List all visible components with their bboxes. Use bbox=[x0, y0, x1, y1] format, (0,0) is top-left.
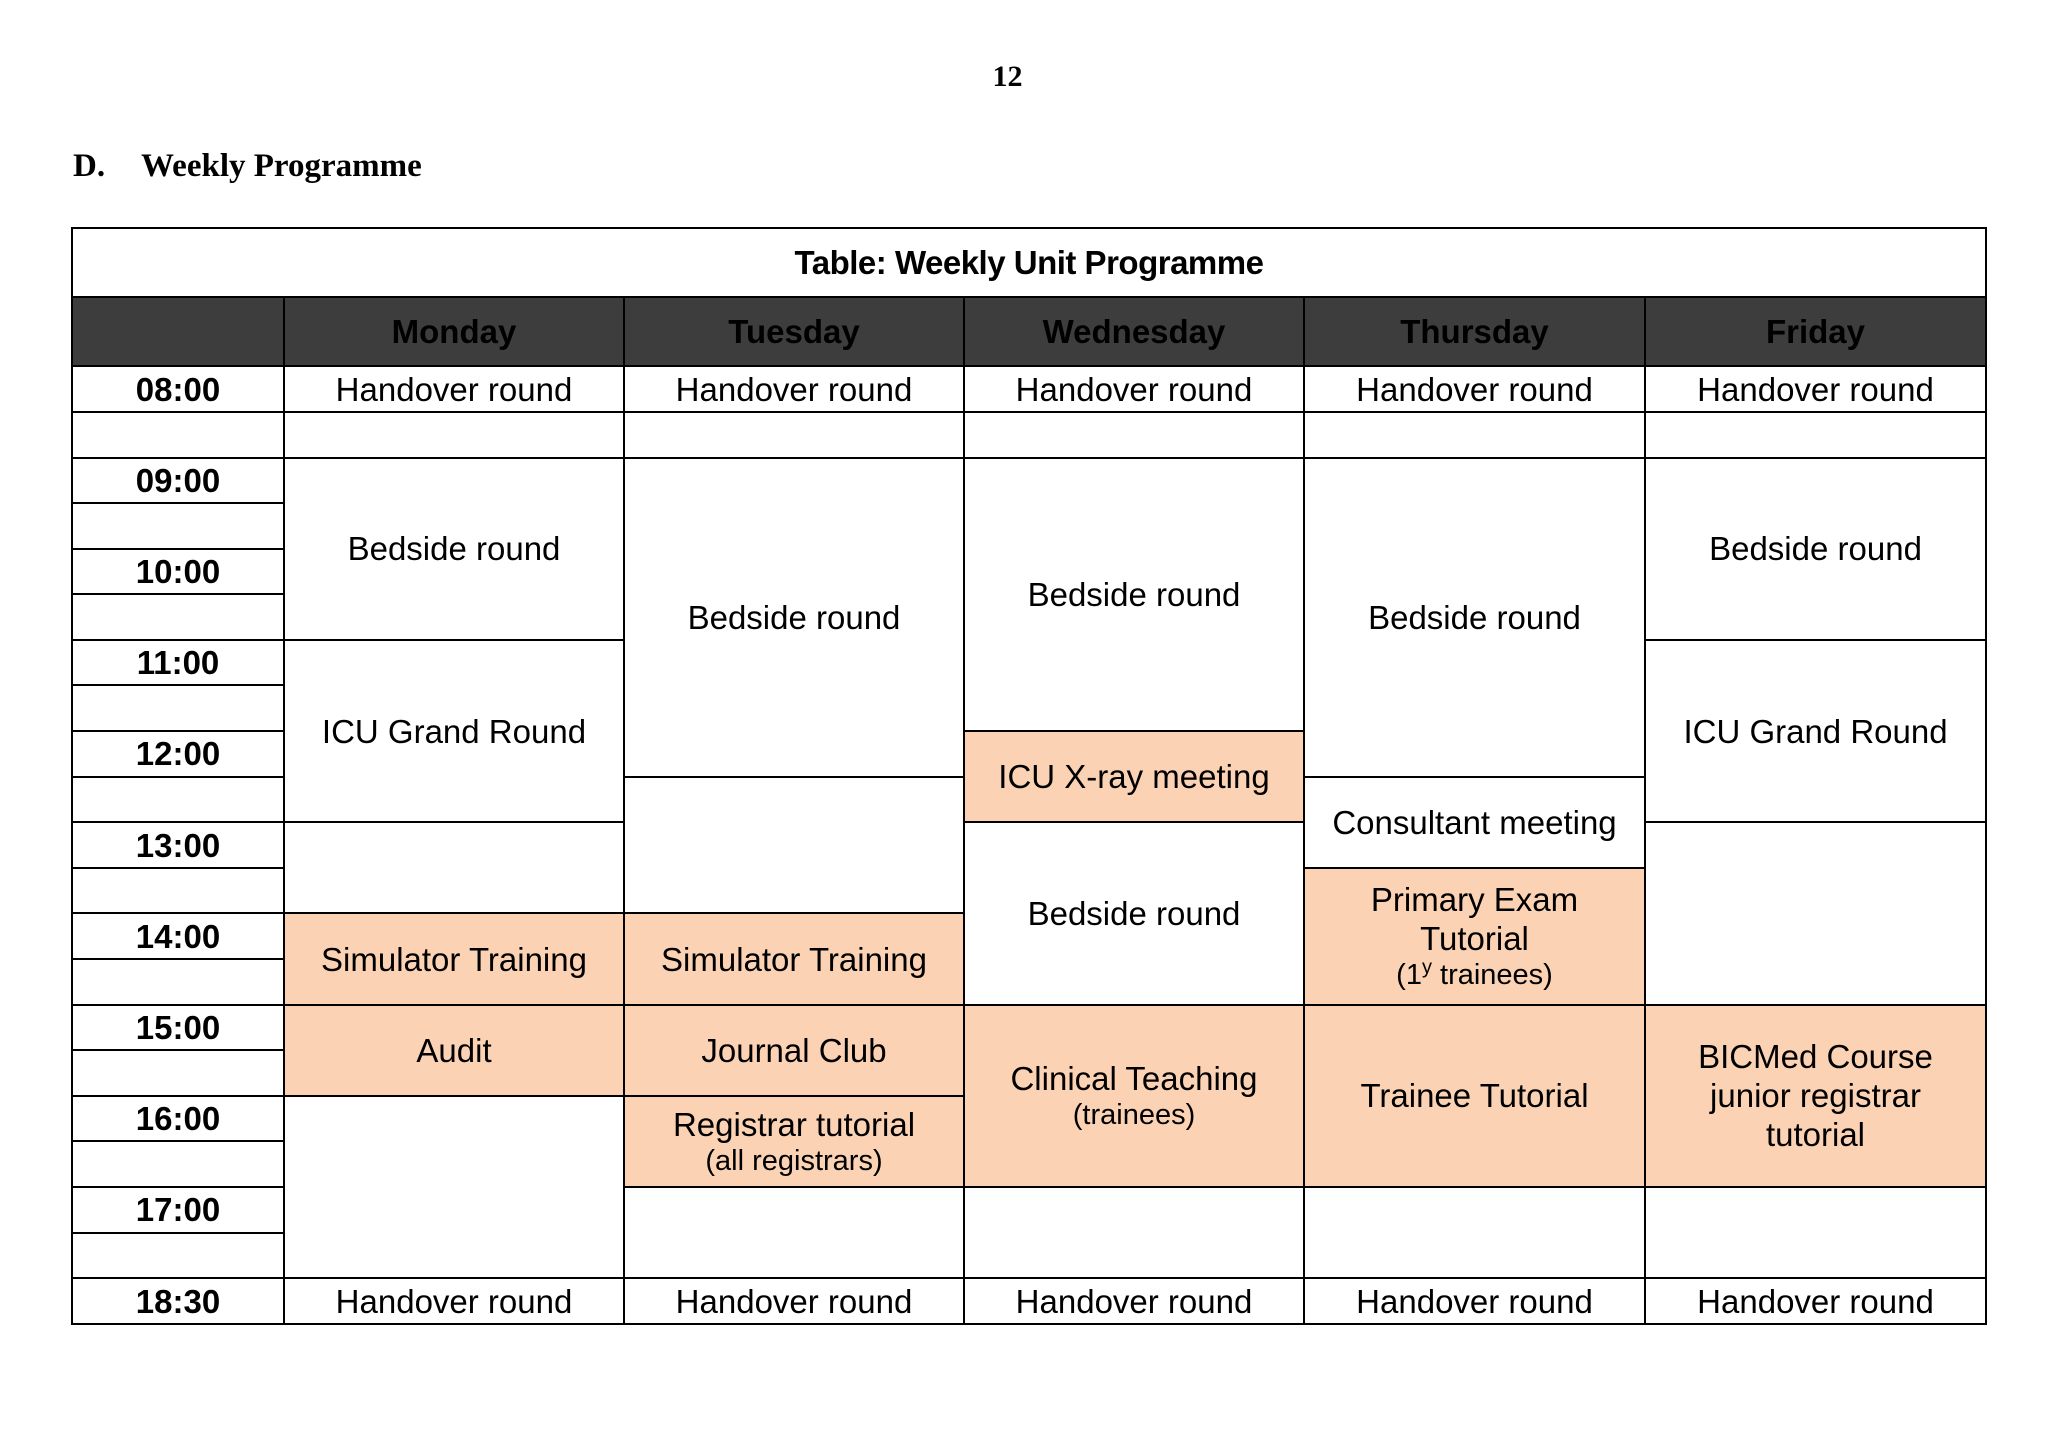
thu-handover-am: Handover round bbox=[1304, 366, 1645, 412]
time-0900: 09:00 bbox=[72, 458, 284, 504]
wed-empty-late bbox=[964, 1187, 1304, 1278]
fri-empty-afternoon bbox=[1645, 822, 1986, 1004]
fri-bedside-round: Bedside round bbox=[1645, 458, 1986, 640]
empty-cell bbox=[1645, 412, 1986, 458]
primary-exam-note: (1$^y$ trainees) bbox=[1396, 956, 1553, 992]
empty-cell bbox=[1304, 412, 1645, 458]
mon-simulator-training: Simulator Training bbox=[284, 913, 624, 1004]
fri-empty-late bbox=[1645, 1187, 1986, 1278]
mon-empty-late bbox=[284, 1096, 624, 1278]
tue-handover-am: Handover round bbox=[624, 366, 964, 412]
tue-journal-club: Journal Club bbox=[624, 1005, 964, 1096]
mon-audit: Audit bbox=[284, 1005, 624, 1096]
time-1000: 10:00 bbox=[72, 549, 284, 595]
time-blank bbox=[72, 594, 284, 640]
empty-cell bbox=[964, 412, 1304, 458]
bicmed-line-2: junior registrar bbox=[1710, 1077, 1921, 1115]
mon-handover-pm: Handover round bbox=[284, 1278, 624, 1324]
time-blank bbox=[72, 503, 284, 549]
clinical-teaching-label: Clinical Teaching bbox=[1010, 1060, 1258, 1098]
time-1600: 16:00 bbox=[72, 1096, 284, 1142]
time-blank bbox=[72, 1141, 284, 1187]
registrar-tutorial-note: (all registrars) bbox=[705, 1144, 883, 1177]
tue-empty-midday bbox=[624, 777, 964, 914]
wed-bedside-round-am: Bedside round bbox=[964, 458, 1304, 732]
clinical-teaching-note: (trainees) bbox=[1072, 1099, 1196, 1132]
mon-handover-am: Handover round bbox=[284, 366, 624, 412]
mon-empty-lunch bbox=[284, 822, 624, 913]
fri-icu-grand-round: ICU Grand Round bbox=[1645, 640, 1986, 822]
time-blank bbox=[72, 868, 284, 914]
time-blank bbox=[72, 959, 284, 1005]
time-1200: 12:00 bbox=[72, 731, 284, 777]
tue-simulator-training: Simulator Training bbox=[624, 913, 964, 1004]
tue-empty-late bbox=[624, 1187, 964, 1278]
time-1700: 17:00 bbox=[72, 1187, 284, 1233]
section-title: Weekly Programme bbox=[141, 148, 422, 184]
wed-bedside-round-pm: Bedside round bbox=[964, 822, 1304, 1004]
fri-bicmed-course bbox=[1645, 1005, 1986, 1187]
thu-empty-late bbox=[1304, 1187, 1645, 1278]
header-blank-cell bbox=[72, 297, 284, 367]
day-header-monday: Monday bbox=[284, 297, 624, 367]
mon-bedside-round: Bedside round bbox=[284, 458, 624, 640]
thu-bedside-round: Bedside round bbox=[1304, 458, 1645, 777]
time-blank bbox=[72, 1050, 284, 1096]
wed-clinical-teaching bbox=[964, 1005, 1304, 1187]
bicmed-line-1: BICMed Course bbox=[1698, 1038, 1933, 1076]
table-caption: Table: Weekly Unit Programme bbox=[72, 228, 1986, 297]
day-header-friday: Friday bbox=[1645, 297, 1986, 367]
wed-icu-xray-meeting: ICU X-ray meeting bbox=[964, 731, 1304, 822]
page-number: 12 bbox=[992, 60, 1023, 93]
thu-handover-pm: Handover round bbox=[1304, 1278, 1645, 1324]
day-header-tuesday: Tuesday bbox=[624, 297, 964, 367]
tue-bedside-round: Bedside round bbox=[624, 458, 964, 777]
time-1100: 11:00 bbox=[72, 640, 284, 686]
primary-exam-line-2: Tutorial bbox=[1420, 920, 1529, 958]
thu-primary-exam-tutorial bbox=[1304, 868, 1645, 1005]
time-1500: 15:00 bbox=[72, 1005, 284, 1051]
empty-cell bbox=[624, 412, 964, 458]
fri-handover-am: Handover round bbox=[1645, 366, 1986, 412]
day-header-wednesday: Wednesday bbox=[964, 297, 1304, 367]
weekly-programme-table bbox=[71, 227, 1987, 1325]
time-1300: 13:00 bbox=[72, 822, 284, 868]
empty-cell bbox=[284, 412, 624, 458]
mon-icu-grand-round: ICU Grand Round bbox=[284, 640, 624, 822]
bicmed-line-3: tutorial bbox=[1765, 1116, 1866, 1154]
time-1830: 18:30 bbox=[72, 1278, 284, 1324]
time-blank bbox=[72, 1233, 284, 1279]
wed-handover-am: Handover round bbox=[964, 366, 1304, 412]
time-blank bbox=[72, 777, 284, 823]
tue-handover-pm: Handover round bbox=[624, 1278, 964, 1324]
time-blank bbox=[72, 685, 284, 731]
time-blank bbox=[72, 412, 284, 458]
wed-handover-pm: Handover round bbox=[964, 1278, 1304, 1324]
thu-consultant-meeting: Consultant meeting bbox=[1304, 777, 1645, 868]
day-header-thursday: Thursday bbox=[1304, 297, 1645, 367]
primary-exam-line-1: Primary Exam bbox=[1370, 881, 1579, 919]
fri-handover-pm: Handover round bbox=[1645, 1278, 1986, 1324]
section-letter: D. bbox=[73, 148, 106, 184]
time-0800: 08:00 bbox=[72, 366, 284, 412]
registrar-tutorial-label: Registrar tutorial bbox=[672, 1105, 916, 1143]
time-1400: 14:00 bbox=[72, 913, 284, 959]
tue-registrar-tutorial bbox=[624, 1096, 964, 1187]
section-heading bbox=[73, 148, 422, 185]
thu-trainee-tutorial: Trainee Tutorial bbox=[1304, 1005, 1645, 1187]
